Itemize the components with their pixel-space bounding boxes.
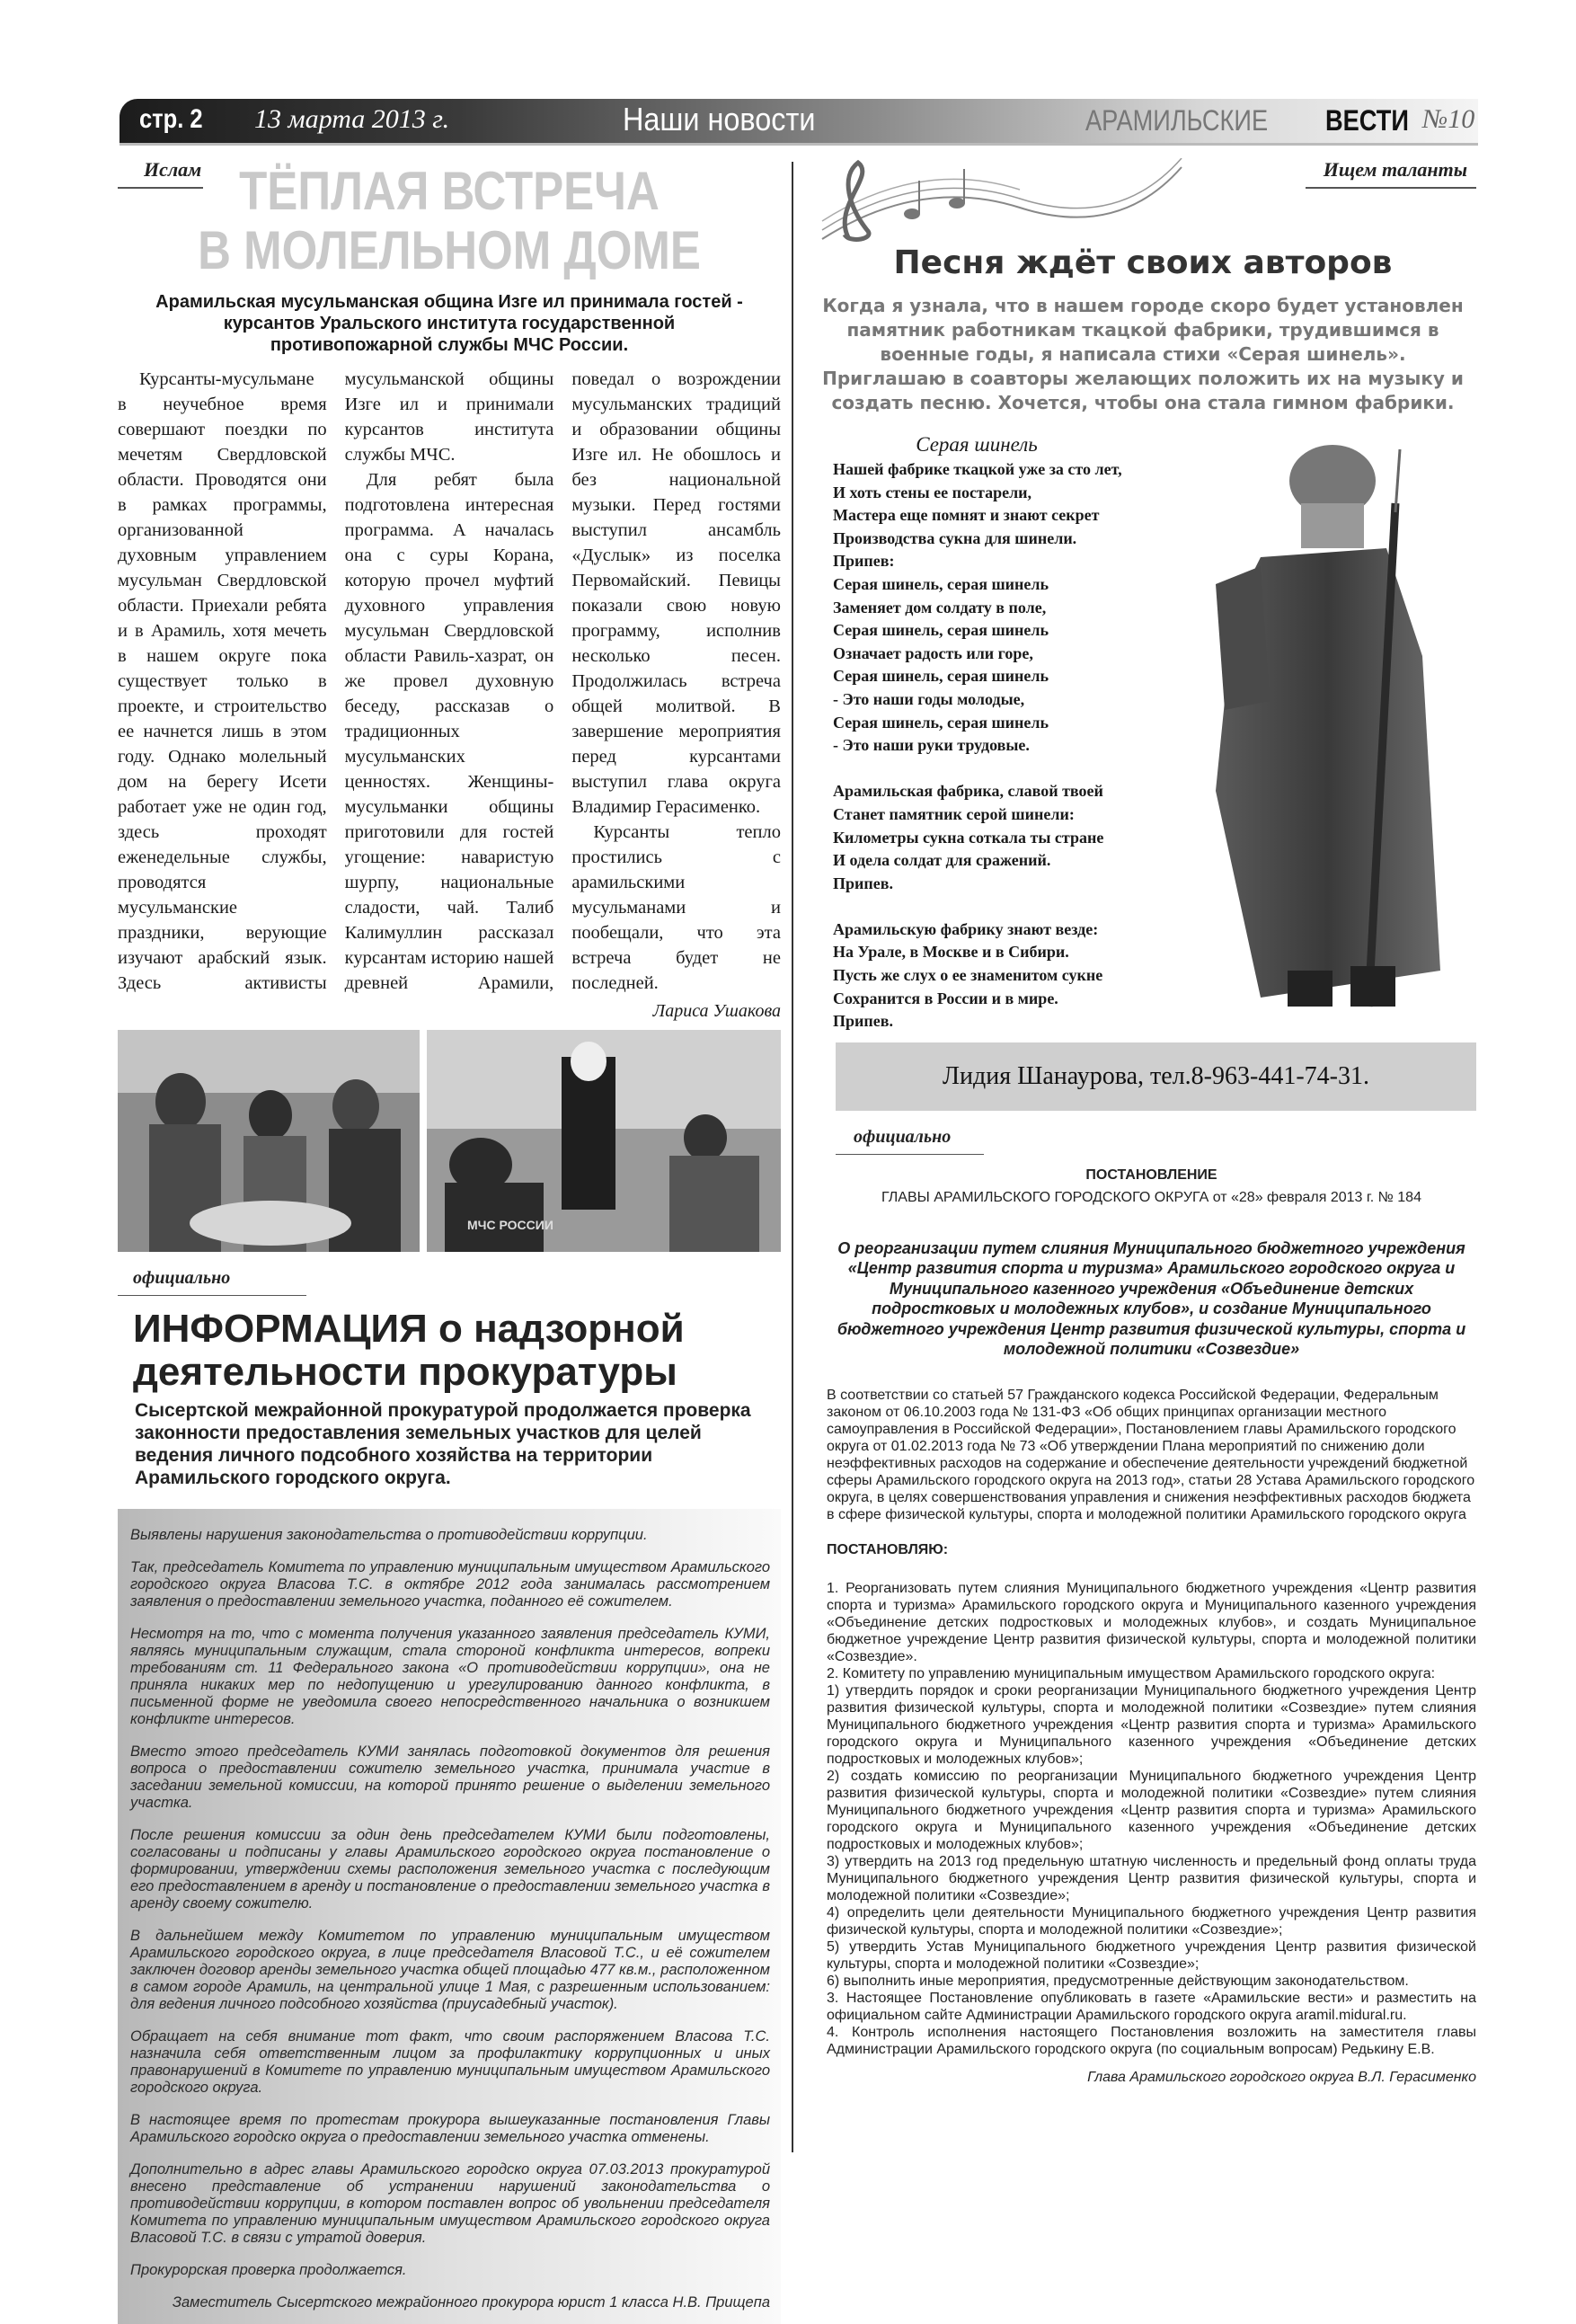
decree-item: 1. Реорганизовать путем слияния Муниципального бюджетного учреждения «Центр развития спорта и туризма» Арамильского городского округа и Муниципального казенного учреждения «Объединение детских подростковых и молодежных клубов», и создать Муниципальное бюджетное учреждение Центр развития физической культуры, спорта и молодежной политики «Созвездие». <box>827 1580 1476 1664</box>
poem-line: Припев. <box>833 874 893 892</box>
poem-line: Серая шинель, серая шинель <box>833 667 1049 686</box>
paragraph: Так, председатель Комитета по управлению муниципальным имуществом Арамильского городского округа Власова Т.С. в октябре 2012 года занималась рассмотрением заявления о предоставлении земельного участка, поданного её сожителем. <box>130 1559 770 1610</box>
poem-line: Серая шинель, серая шинель <box>833 621 1049 640</box>
issue-number: №10 <box>1422 104 1475 134</box>
rubric-row <box>810 1127 1476 1166</box>
page-number: стр. 2 <box>139 104 203 134</box>
article-author: Лариса Ушакова <box>652 1001 781 1021</box>
rubric-row <box>118 1268 781 1308</box>
page-header <box>120 99 1478 146</box>
issue-date: 13 марта 2013 г. <box>254 104 450 134</box>
poem-stanza <box>833 458 1178 758</box>
column-divider <box>792 162 793 2152</box>
poem-line: Сохранится в России и в мире. <box>833 989 1058 1007</box>
paragraph: В настоящее время по протестам прокурора вышеуказанные постановления Главы Арамильского городско округа о предоставлении земельного участка отменены. <box>130 2112 770 2145</box>
poem-line: На Урале, в Москве и в Сибири. <box>833 943 1069 962</box>
poem-line: - Это наши годы молодые, <box>833 689 1025 708</box>
decree-resolve-label: ПОСТАНОВЛЯЮ: <box>827 1541 949 1557</box>
decree-item: 4. Контроль исполнения настоящего Постановления возложить на заместителя главы Администрации Арамильского городского округа (по социальным вопросам) Редькину Е.В. <box>827 2024 1476 2057</box>
report-signature: Заместитель Сысертского межрайонного прокурора юрист 1 класса Н.В. Прищепа <box>172 2294 770 2311</box>
poem-line: И одела солдат для сражений. <box>833 851 1051 870</box>
song-author-contact: Лидия Шанаурова, тел.8-963-441-74-31. <box>836 1042 1476 1111</box>
poem-line: Мастера еще помнят и знают секрет <box>833 506 1100 525</box>
photo-row <box>118 1030 781 1252</box>
poem-stanza <box>833 780 1178 895</box>
headline-line: В МОЛЕЛЬНОМ ДОМЕ <box>198 220 701 280</box>
prosecutor-report-box <box>118 1509 781 2324</box>
article-headline: Песня ждёт своих авторов <box>893 244 1393 281</box>
article-headline <box>118 162 781 280</box>
poem-title: Серая шинель <box>916 433 1038 456</box>
article-lead: Сысертской межрайонной прокуратурой продолжается проверка законности предоставления земельных участков для целей ведения личного подсобного хозяйства на территории Арамильского городского округа. <box>135 1400 751 1488</box>
rubric-rule <box>1306 187 1476 189</box>
paragraph: Курсанты-мусульмане в неучебное время совершают поездки по мечетям Свердловской области. Проводятся они в рамках программы, организованной духовным управлением мусульман Свердловской области. Приехали ребята и в Арамиль, хотя мечеть в нашем округе пока существует только в проекте, и строительство ее начнется лишь в этом году. Однако молельный дом на берегу Исети работает уже не один год, здесь проходят еженедельные службы, проводятся мусульманские праздники, верующие изучают арабский язык. Здесь активисты мусульманской общины Изге ил и принимали курсантов института службы МЧС. <box>118 369 554 993</box>
poem-line: Серая шинель, серая шинель <box>833 713 1049 732</box>
rubric-rule <box>836 1154 984 1155</box>
poem-area <box>810 431 1476 1033</box>
decree-item: 3) утвердить на 2013 год предельную штатную численность и предельный фонд оплаты труда Муниципального бюджетного учреждения Центр развития физической культуры, спорта и молодежной политики «Созвездие»; <box>827 1853 1476 1903</box>
headline-line: ТЁПЛАЯ ВСТРЕЧА <box>239 161 660 221</box>
poem-line: Пусть же слух о ее знаменитом сукне <box>833 966 1103 985</box>
decree-signature: Глава Арамильского городского округа В.Л. Герасименко <box>1087 2069 1476 2085</box>
decree-title: О реорганизации путем слияния Муниципального бюджетного учреждения «Центр развития спорта и туризма» Арамильского городского округа и Муниципального казенного учреждения «Объединение детских подростковых и молодежных клубов», и создание Муниципального бюджетного учреждения Центр развития физической культуры, спорта и молодежной политики «Созвездие» <box>837 1238 1466 1359</box>
decree-item: 4) определить цели деятельности Муниципального бюджетного учреждения Центр развития физической культуры, спорта и молодежной политики «Созвездие»; <box>827 1904 1476 1938</box>
paragraph: Курсанты тепло простились с арамильскими мусульманами и пообещали, что эта встреча будет не последней. <box>571 822 781 993</box>
article-body <box>118 367 781 996</box>
decree-item: 2. Комитету по управлению муниципальным имуществом Арамильского городского округа: <box>827 1665 1436 1681</box>
poem-line: Означает радость или горе, <box>833 643 1033 662</box>
rubric-talents: Ищем таланты <box>1323 158 1467 181</box>
article-lead: Когда я узнала, что в нашем городе скоро будет установлен памятник работникам ткацкой фабрики, трудившимся в военные годы, я написала стихи «Серая шинель». Приглашаю в соавторы желающих положить их на музыку и создать песню. Хочется, чтобы она стала гимном фабрики. <box>822 295 1464 413</box>
decree-subheading: ГЛАВЫ АРАМИЛЬСКОГО ГОРОДСКОГО ОКРУГА от «28» февраля 2013 г. № 184 <box>881 1189 1421 1205</box>
poem-line: Серая шинель, серая шинель <box>833 574 1049 593</box>
paragraph: После решения комиссии за один день председателем КУМИ были подготовлены, согласованы и подписаны у главы Арамильского городского округа постановление о формировании, утверждении схемы расположения земельного участка с последующим его предоставлением в аренду и постановление о предоставлении земельного участка в аренду своему сожителю. <box>130 1827 770 1912</box>
music-notes-icon <box>813 158 1191 248</box>
article-headline: ИНФОРМАЦИЯ о надзорной деятельности прокуратуры <box>133 1307 685 1394</box>
decree-items <box>827 1580 1476 2058</box>
decree-item: 5) утвердить Устав Муниципального бюджетного учреждения Центр развития физической культуры, спорта и молодежной политики «Созвездие»; <box>827 1938 1476 1972</box>
soldier-illustration <box>1178 431 1476 1033</box>
right-column <box>810 158 1476 2086</box>
paragraph: В дальнейшем между Комитетом по управлению муниципальным имуществом Арамильского городского округа, в лице председателя Власовой Т.С., и её сожителем заключен договор аренды земельного участка общей площадью 477 кв.м., расположенном в самом городе Арамиль, на центральной улице 1 Мая, с разрешенным использованием: для ведения личного подсобного хозяйства (приусадебный участок). <box>130 1928 770 2012</box>
decree-item: 6) выполнить иные мероприятия, предусмотренные действующим законодательством. <box>827 1973 1409 1989</box>
poem-line: Арамильская фабрика, славой твоей <box>833 782 1103 801</box>
decree-item: 2) создать комиссию по реорганизации Муниципального бюджетного учреждения Центр развития физической культуры, спорта и молодежной политики «Созвездие» путем слияния Муниципального бюджетного учреждения «Центр развития спорта и туризма» Арамильского городского округа и Муниципального казенного учреждения «Объединение детских подростковых и молодежных клубов»; <box>827 1768 1476 1852</box>
photo-image <box>118 1030 420 1252</box>
rubric-islam: Ислам <box>144 158 202 181</box>
poem-line: Заменяет дом солдату в поле, <box>833 598 1047 616</box>
decree <box>827 1166 1476 2086</box>
paragraph: Обращает на себя внимание тот факт, что своим распоряжением Власова Т.С. назначила себя ответственным лицом за профилактику коррупционных и иных правонарушений в Комитете по управлению муниципальным имуществом Арамильского городского округа. <box>130 2028 770 2096</box>
poem-line: И хоть стены ее постарели, <box>833 483 1032 501</box>
poem-line: Километры сукна соткала ты стране <box>833 828 1104 847</box>
photo-cadets-and-mufti <box>427 1030 781 1252</box>
song-header-row <box>810 158 1476 244</box>
decree-preamble: В соответствии со статьей 57 Гражданского кодекса Российской Федерации, Федеральным законом от 06.10.2003 года № 131-ФЗ «Об общих принципах организации местного самоуправления в Российской Федерации», Постановлением главы Арамильского городского округа от 01.02.2013 года № 73 «Об утверждении Плана мероприятий по снижению доли неэффективных расходов на содержание и обеспечение деятельности учреждений бюджетной сферы Арамильского городского округа на 2013 год», статьи 28 Устава Арамильского городского округа, в целях совершенствования управления и снижения неэффективных расходов бюджета в сфере физической культуры, спорта и молодежной политики Арамильского городского округа <box>827 1387 1475 1522</box>
poem-wrap <box>810 431 1178 1033</box>
photo-image <box>427 1030 781 1252</box>
poem-line: Припев. <box>833 1012 893 1031</box>
paragraph: Дополнительно в адрес главы Арамильского городско округа 07.03.2013 прокуратурой внесено представление об устранении нарушений законодательства о противодействии коррупции, в котором поставлен вопрос об увольнении председателя Комитета по управлению муниципальным имуществом Арамильского городского округа Власовой Т.С. в связи с утратой доверия. <box>130 2161 770 2246</box>
poem-line: Припев: <box>833 552 895 571</box>
rubric-official: официально <box>854 1126 952 1147</box>
newspaper-logo-bold: ВЕСТИ <box>1325 104 1409 137</box>
rubric-rule <box>118 1295 306 1296</box>
decree-item: 3. Настоящее Постановление опубликовать в газете «Арамильские вести» и разместить на официальном сайте Администрации Арамильского городского округа aramil.midural.ru. <box>827 1990 1476 2023</box>
section-title: Наши новости <box>623 101 816 137</box>
decree-heading: ПОСТАНОВЛЕНИЕ <box>1085 1166 1217 1183</box>
rubric-official: официально <box>133 1268 231 1288</box>
decree-item: 1) утвердить порядок и сроки реорганизации Муниципального бюджетного учреждения Центр развития физической культуры, спорта и молодежной политики «Созвездие» путем слияния Муниципального бюджетного учреждения «Центр развития спорта и туризма» Арамильского городского округа и Муниципального казенного учреждения «Объединение детских подростковых и молодежных клубов»; <box>827 1682 1476 1767</box>
paragraph: Вместо этого председатель КУМИ занялась подготовкой документов для решения вопроса о предоставлении сожителю земельного участка, принимала участие в заседании земельной комиссии, на которой принято решение о выделении земельного участка. <box>130 1743 770 1811</box>
article-lead: Арамильская мусульманская община Изге ил принимала гостей - курсантов Уральского института государственной противопожарной службы МЧС России. <box>155 292 743 355</box>
paragraph: Выявлены нарушения законодательства о противодействии коррупции. <box>130 1527 648 1543</box>
left-column <box>118 158 781 2324</box>
poem <box>833 458 1178 1033</box>
paragraph: Для ребят была подготовлена интересная программа. А началась она с суры Корана, которую прочел муфтий духовного управления мусульман Свердловской области Равиль-хазрат, он же провел духовную беседу, рассказав о традиционных мусульманских ценностях. Женщины-мусульманки общины приготовили для гостей угощение: наваристую шурпу, национальные сладости, чай. Талиб Калимуллин рассказал курсантам историю нашей древней Арамили, поведал о возрождении мусульманских традиций и образовании общины Изге ил. Не обошлось и без национальной музыки. Перед гостями выступил ансамбль «Дуслык» из поселка Первомайский. Певицы показали свою новую программу, исполнив несколько песен. Продолжилась встреча общей молитвой. В завершение мероприятия перед курсантами выступил глава округа Владимир Герасименко. <box>344 369 781 993</box>
poem-line: Производства сукна для шинели. <box>833 528 1077 547</box>
poem-line: Станет памятник серой шинели: <box>833 804 1075 823</box>
poem-line: Арамильскую фабрику знают везде: <box>833 919 1099 938</box>
poem-line: - Это наши руки трудовые. <box>833 736 1030 755</box>
poem-stanza <box>833 918 1178 1033</box>
paragraph: Прокурорская проверка продолжается. <box>130 2262 407 2278</box>
uniform-lettering: МЧС РОССИИ <box>467 1218 553 1232</box>
newspaper-logo-light: АРАМИЛЬСКИЕ <box>1085 104 1269 137</box>
poem-line: Нашей фабрике ткацкой уже за сто лет, <box>833 460 1122 478</box>
photo-women-serving-food <box>118 1030 420 1252</box>
paragraph: Несмотря на то, что с момента получения указанного заявления председатель КУМИ, являясь муниципальным служащим, стала стороной конфликта интересов, вопреки требованиям ст. 11 Федерального закона «О противодействии коррупции», она не приняла никаких мер по недопущению и урегулированию данного конфликта, в письменной форме не уведомила своего непосредственного начальника о возникшем конфликте интересов. <box>130 1626 770 1727</box>
